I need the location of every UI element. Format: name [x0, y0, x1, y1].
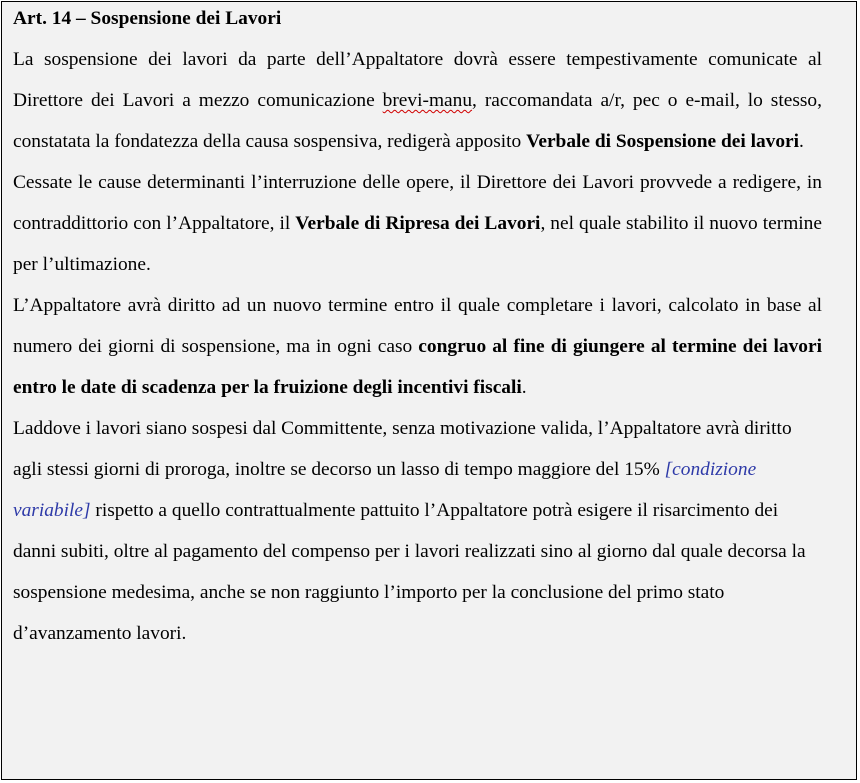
spellcheck-flagged-word[interactable]: brevi-manu [382, 90, 473, 111]
paragraph-text: rispetto a quello contrattualmente pattuito l’Appaltatore potrà esigere il risarcimento dei danni subiti, oltre al pagamento del compenso per i lavori realizzati sino al giorno dal quale decorsa la sospensione medesima, anche se non raggiunto l’importo per la conclusione del primo stato d’avanzamento lavori. [13, 500, 806, 644]
paragraph-suspension-notice [13, 39, 822, 162]
paragraph-new-deadline [13, 285, 822, 408]
bold-phrase: Verbale di Sospensione dei lavori [526, 131, 800, 152]
paragraph-resumption [13, 162, 822, 285]
bold-phrase: congruo al fine di giungere al termine dei lavori entro le date di scadenza per la fruizione degli incentivi fiscali [13, 336, 822, 398]
paragraph-text: La sospensione dei lavori da parte dell’Appaltatore dovrà essere tempestivamente comunicate al Direttore dei Lavori a mezzo comunicazione [13, 49, 822, 111]
paragraph-text: , nel quale stabilito il nuovo termine per l’ultimazione. [13, 213, 822, 275]
article-title: Art. 14 – Sospensione dei Lavori [13, 8, 282, 29]
document-frame [1, 1, 857, 780]
document-content [13, 6, 822, 654]
bold-phrase: Verbale di Ripresa dei Lavori [295, 213, 541, 234]
paragraph-client-suspension [13, 408, 822, 654]
variable-condition-placeholder: [condizione variabile] [13, 459, 757, 521]
paragraph-text: . [521, 377, 527, 398]
paragraph-text: Cessate le cause determinanti l’interruzione delle opere, il Direttore dei Lavori provvede a redigere, in contraddittorio con l’Appaltatore, il [13, 172, 822, 234]
paragraph-text: Laddove i lavori siano sospesi dal Committente, senza motivazione valida, l’Appaltatore avrà diritto agli stessi giorni di proroga, inoltre se decorso un lasso di tempo maggiore del 15% [13, 418, 792, 480]
paragraph-text: . [799, 131, 804, 152]
paragraph-text: L’Appaltatore avrà diritto ad un nuovo termine entro il quale completare i lavori, calcolato in base al numero dei giorni di sospensione, ma in ogni caso [13, 295, 822, 357]
paragraph-text: , raccomandata a/r, pec o e-mail, lo stesso, constatata la fondatezza della causa sospensiva, redigerà apposito [13, 90, 822, 152]
